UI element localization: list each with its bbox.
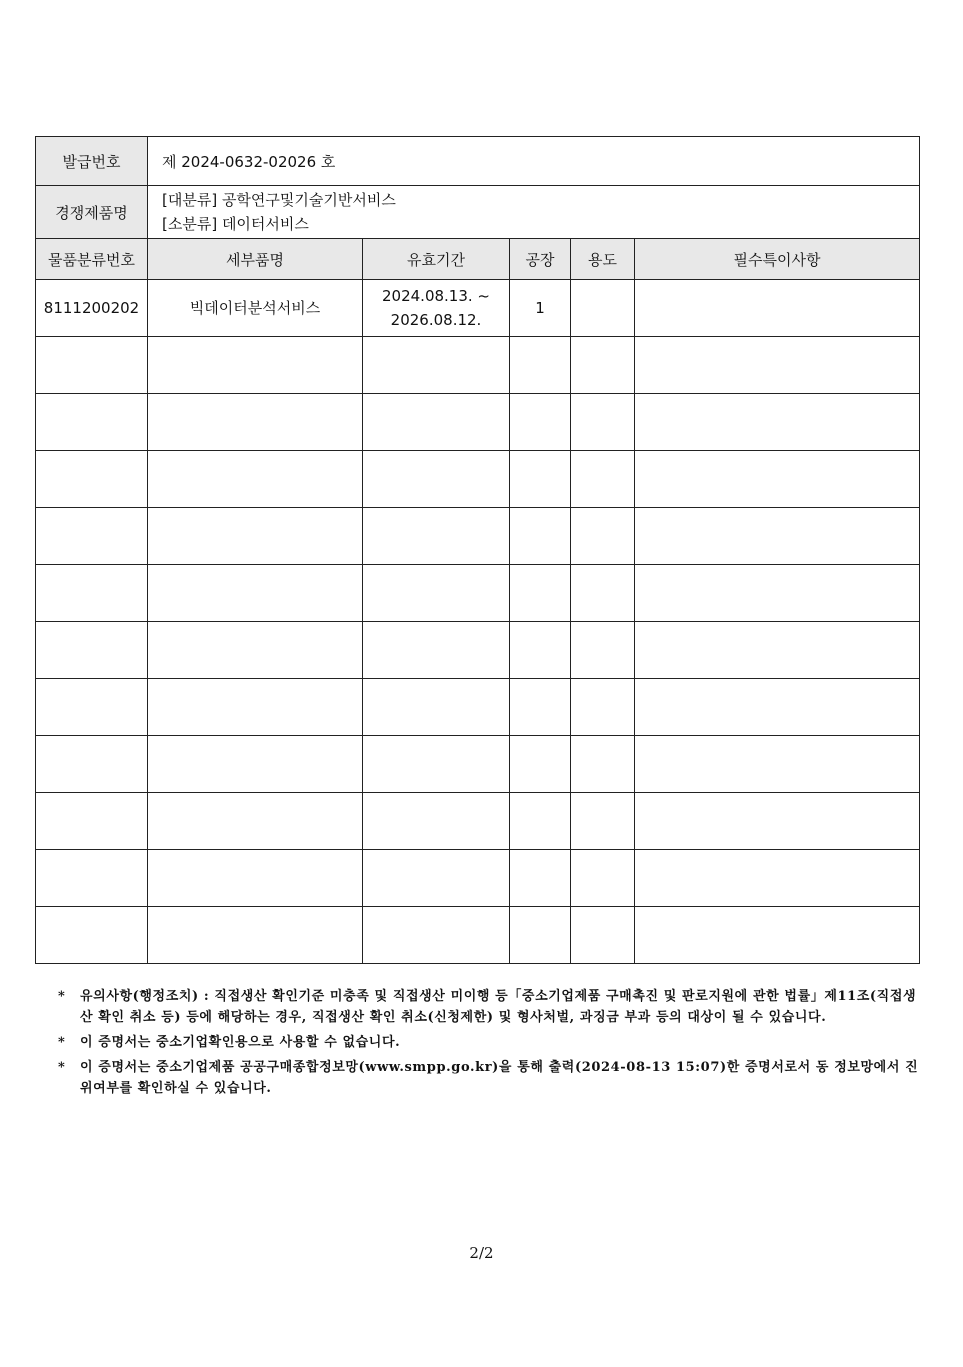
notice-text: 이 증명서는 중소기업제품 공공구매종합정보망(www.smpp.go.kr)을 통해 출력(2024-08-13 15:07)한 증명서로서 동 정보망에서 진위여부를 확인하실 수 있습니다. (80, 1060, 919, 1096)
empty-table-row (36, 565, 920, 622)
empty-table-row (36, 736, 920, 793)
validity-end: 2026.08.12. (390, 311, 482, 329)
issue-number-label: 발급번호 (36, 137, 148, 186)
empty-table-row (36, 337, 920, 394)
notice-text: 이 증명서는 중소기업확인용으로 사용할 수 없습니다. (80, 1035, 401, 1050)
empty-table-row (36, 850, 920, 907)
empty-table-row (36, 508, 920, 565)
header-detail-product-name: 세부품명 (148, 239, 363, 280)
notice-item (58, 1057, 928, 1099)
notice-item (58, 1032, 928, 1053)
header-classification-number: 물품분류번호 (36, 239, 148, 280)
table-header-row (36, 239, 920, 280)
usage-cell (571, 280, 635, 337)
major-category: [대분류] 공학연구및기술기반서비스 (162, 191, 396, 209)
product-category-value (148, 186, 920, 239)
issue-number-row (36, 137, 920, 186)
header-usage: 용도 (571, 239, 635, 280)
empty-table-row (36, 907, 920, 964)
notice-item (58, 986, 928, 1028)
header-factory: 공장 (510, 239, 571, 280)
issue-number-value: 제 2024-0632-02026 호 (148, 137, 920, 186)
detail-product-name-cell: 빅데이터분석서비스 (148, 280, 363, 337)
empty-table-row (36, 622, 920, 679)
table-row (36, 280, 920, 337)
notice-section (58, 986, 928, 1103)
validity-period-cell (363, 280, 510, 337)
header-required-notes: 필수특이사항 (635, 239, 920, 280)
factory-cell: 1 (510, 280, 571, 337)
notice-text: 유의사항(행정조치) : 직접생산 확인기준 미충족 및 직접생산 미이행 등「중소기업제품 구매촉진 및 판로지원에 관한 법률」제11조(직접생산 확인 취소 등) 등에 해당하는 경우, 직접생산 확인 취소(신청제한) 및 형사처벌, 과징금 부과 등의 대상이 될 수 있습니다. (80, 989, 917, 1025)
header-validity-period: 유효기간 (363, 239, 510, 280)
product-category-row (36, 186, 920, 239)
certificate-table (35, 136, 920, 964)
required-notes-cell (635, 280, 920, 337)
bullet-asterisk: * (58, 1060, 66, 1075)
classification-number-cell: 8111200202 (36, 280, 148, 337)
empty-table-row (36, 793, 920, 850)
bullet-asterisk: * (58, 1035, 66, 1050)
empty-table-row (36, 394, 920, 451)
empty-table-row (36, 679, 920, 736)
empty-table-row (36, 451, 920, 508)
bullet-asterisk: * (58, 989, 66, 1004)
certificate-table-area (35, 136, 919, 964)
product-category-label: 경쟁제품명 (36, 186, 148, 239)
minor-category: [소분류] 데이터서비스 (162, 215, 309, 233)
page-number: 2/2 (469, 1244, 494, 1262)
validity-start: 2024.08.13. ~ (382, 287, 490, 305)
